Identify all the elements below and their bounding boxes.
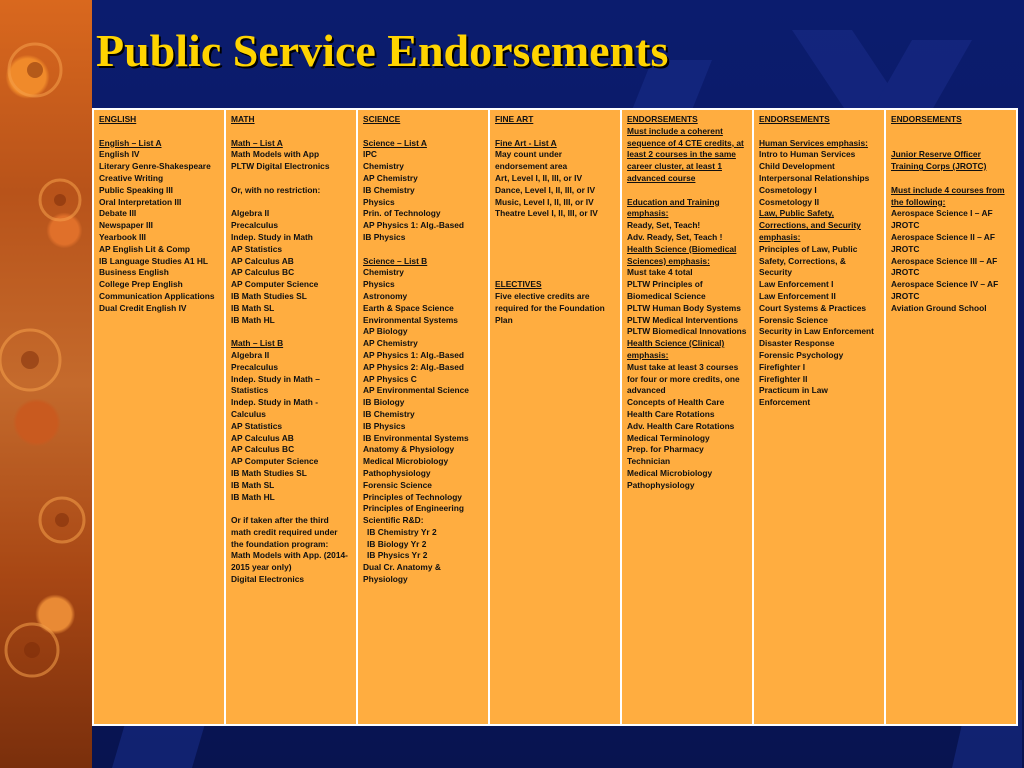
table-cell-endorsements-health: [622, 110, 752, 724]
cell-line: [363, 126, 483, 138]
cell-line: IB Math HL: [231, 314, 275, 325]
cell-line: Adv. Health Care Rotations: [627, 420, 735, 431]
cell-line: PLTW Medical Interventions: [627, 314, 739, 325]
cell-line: IB Math SL: [231, 302, 275, 313]
cell-line: [231, 503, 351, 515]
cell-line: Precalculus: [231, 220, 279, 231]
cell-line: Forensic Psychology: [759, 349, 844, 360]
cell-line: [495, 126, 615, 138]
cell-line: Anatomy & Physiology: [363, 444, 455, 455]
cell-line: IB Chemistry Yr 2: [367, 526, 437, 537]
cell-line: [891, 138, 1011, 150]
cell-line: Physics: [363, 279, 395, 290]
cell-line: AP Physics C: [363, 373, 417, 384]
table-cell-fine-art: [490, 110, 620, 724]
cell-line: Precalculus: [231, 361, 279, 372]
cell-line: Forensic Science: [363, 479, 432, 490]
cell-line: May count under endorsement area: [495, 149, 568, 172]
cell-line: Or, with no restriction:: [231, 184, 321, 195]
cell-line: AP Chemistry: [363, 338, 418, 349]
cell-line: Physics: [363, 196, 395, 207]
cell-line: ENDORSEMENTS: [891, 114, 962, 124]
cell-line: Education and Training emphasis:: [627, 196, 720, 219]
cell-line: PLTW Human Body Systems: [627, 302, 741, 313]
cell-line: Must include a coherent sequence of 4 CTE credits, at least 2 courses in the same career cluster, at least 1 advanced course: [627, 125, 744, 183]
cell-line: Cosmetology II: [759, 196, 820, 207]
cell-line: AP Biology: [363, 326, 408, 337]
cell-line: IB Biology Yr 2: [367, 538, 427, 549]
cell-line: Medical Terminology: [627, 432, 710, 443]
cell-line: AP Calculus AB: [231, 432, 294, 443]
cell-line: Fine Art - List A: [495, 137, 557, 148]
cell-line: Must include 4 courses from the following:: [891, 184, 1005, 207]
cell-line: AP Chemistry: [363, 172, 418, 183]
cell-line: Must take at least 3 courses for four or more credits, one advanced: [627, 361, 740, 396]
cell-line: PLTW Digital Electronics: [231, 161, 330, 172]
cell-line: Astronomy: [363, 290, 408, 301]
cell-line: Ready, Set, Teach!: [627, 220, 701, 231]
cell-line: AP Physics 1: Alg.-Based: [363, 220, 465, 231]
cell-line: [495, 256, 615, 268]
cell-line: IB Environmental Systems: [363, 432, 469, 443]
cell-line: Chemistry: [363, 161, 404, 172]
cell-line: Principles of Technology: [363, 491, 462, 502]
cell-line: Public Speaking III: [99, 184, 173, 195]
cell-line: College Prep English: [99, 279, 183, 290]
table-cell-endorsements-human-services: [754, 110, 884, 724]
cell-line: [891, 173, 1011, 185]
cell-line: Debate III: [99, 208, 137, 219]
cell-line: Must take 4 total: [627, 267, 693, 278]
cell-line: [495, 267, 615, 279]
cell-line: [759, 126, 879, 138]
cell-line: Math – List A: [231, 137, 283, 148]
cell-line: AP Computer Science: [231, 279, 319, 290]
cell-line: Indep. Study in Math – Statistics: [231, 373, 320, 396]
cell-line: Health Science (Biomedical Sciences) emphasis:: [627, 243, 737, 266]
table-cell-math: [226, 110, 356, 724]
table-cell-science: [358, 110, 488, 724]
cell-line: Health Science (Clinical) emphasis:: [627, 338, 725, 360]
cell-line: Scientific R&D:: [363, 515, 424, 526]
cell-line: AP Statistics: [231, 243, 283, 254]
cell-line: Health Care Rotations: [627, 408, 715, 419]
cell-line: Cosmetology I: [759, 184, 817, 195]
cell-line: Pathophysiology: [363, 467, 431, 478]
cell-line: Pathophysiology: [627, 479, 695, 490]
cell-line: IB Physics: [363, 420, 406, 431]
cell-line: Interpersonal Relationships: [759, 172, 870, 183]
cell-line: Practicum in Law Enforcement: [759, 385, 828, 408]
cell-line: [495, 232, 615, 244]
cell-line: Forensic Science: [759, 314, 828, 325]
cell-line: [99, 126, 219, 138]
cell-line: Human Services emphasis:: [759, 137, 868, 148]
cell-line: Law Enforcement II: [759, 290, 836, 301]
cell-line: Newspaper III: [99, 220, 153, 231]
cell-line: AP Physics 1: Alg.-Based: [363, 349, 465, 360]
cell-line: ENDORSEMENTS: [759, 114, 830, 124]
cell-line: Yearbook III: [99, 231, 147, 242]
cell-line: IB Math Studies SL: [231, 467, 307, 478]
cell-line: Environmental Systems: [363, 314, 458, 325]
cell-line: AP Calculus BC: [231, 444, 295, 455]
cell-line: Chemistry: [363, 267, 404, 278]
cell-line: IB Chemistry: [363, 408, 415, 419]
cell-line: Aerospace Science I – AF JROTC: [891, 208, 993, 231]
cell-line: Aerospace Science IV – AF JROTC: [891, 279, 999, 301]
cell-line: Intro to Human Services: [759, 149, 856, 160]
cell-line: AP Statistics: [231, 420, 283, 431]
cell-line: Dual Cr. Anatomy & Physiology: [363, 562, 441, 585]
cell-line: [891, 126, 1011, 138]
cell-line: SCIENCE: [363, 114, 401, 124]
cell-line: Music, Level I, II, III, or IV: [495, 196, 594, 207]
cell-line: Algebra II: [231, 349, 270, 360]
cell-line: Medical Microbiology: [627, 467, 713, 478]
cell-line: IB Math Studies SL: [231, 290, 307, 301]
cell-line: PLTW Principles of Biomedical Science: [627, 279, 706, 301]
cell-line: Indep. Study in Math: [231, 231, 313, 242]
cell-line: Law, Public Safety, Corrections, and Security emphasis:: [759, 208, 861, 242]
table-cell-endorsements-jrotc: [886, 110, 1016, 724]
cell-line: Disaster Response: [759, 338, 835, 349]
cell-line: Law Enforcement I: [759, 279, 834, 290]
slide-title: Public Service Endorsements: [96, 25, 669, 76]
cell-line: Prin. of Technology: [363, 208, 441, 219]
cell-line: Aerospace Science II – AF JROTC: [891, 231, 995, 254]
cell-line: ENDORSEMENTS: [627, 114, 698, 124]
cell-line: IB Language Studies A1 HL: [99, 255, 209, 266]
cell-line: Math – List B: [231, 338, 284, 349]
cell-line: IB Math HL: [231, 491, 275, 502]
cell-line: Oral Interpretation III: [99, 196, 182, 207]
cell-line: [363, 244, 483, 256]
cell-line: Science – List B: [363, 255, 428, 266]
cell-line: MATH: [231, 114, 255, 124]
cell-line: AP Environmental Science: [363, 385, 469, 396]
cell-line: Concepts of Health Care: [627, 397, 725, 408]
cell-line: Junior Reserve Officer Training Corps (JROTC): [891, 149, 987, 172]
cell-line: IPC: [363, 149, 377, 160]
cell-line: IB Math SL: [231, 479, 275, 490]
cell-line: AP Calculus BC: [231, 267, 295, 278]
cell-line: IB Biology: [363, 397, 405, 408]
cell-line: AP Physics 2: Alg.-Based: [363, 361, 465, 372]
cell-line: AP Calculus AB: [231, 255, 294, 266]
cell-line: Science – List A: [363, 137, 427, 148]
cell-line: IB Chemistry: [363, 184, 415, 195]
cell-line: [627, 185, 747, 197]
cell-line: Aviation Ground School: [891, 302, 987, 313]
cell-line: [231, 126, 351, 138]
cell-line: Math Models with App. (2014-2015 year only): [231, 550, 348, 573]
table-cell-english: [94, 110, 224, 724]
cell-line: Math Models with App: [231, 149, 320, 160]
gear-icon: [0, 0, 92, 768]
cell-line: Aerospace Science III – AF JROTC: [891, 255, 998, 278]
cell-line: Principles of Law, Public Safety, Corrections, & Security: [759, 243, 858, 278]
cell-line: English IV: [99, 149, 140, 160]
cell-line: [231, 173, 351, 185]
cell-line: Medical Microbiology: [363, 456, 449, 467]
cell-line: Business English: [99, 267, 169, 278]
cell-line: [495, 220, 615, 232]
cell-line: English – List A: [99, 137, 162, 148]
cell-line: Court Systems & Practices: [759, 302, 867, 313]
cell-line: Creative Writing: [99, 172, 164, 183]
cell-line: FINE ART: [495, 114, 534, 124]
cell-line: Firefighter I: [759, 361, 806, 372]
cell-line: Five elective credits are required for the Foundation Plan: [495, 290, 605, 325]
cell-line: Or if taken after the third math credit required under the foundation program:: [231, 515, 338, 549]
cell-line: Adv. Ready, Set, Teach !: [627, 231, 723, 242]
cell-line: Prep. for Pharmacy Technician: [627, 444, 704, 467]
cell-line: [495, 244, 615, 256]
cell-line: Indep. Study in Math - Calculus: [231, 397, 319, 419]
cell-line: Dual Credit English IV: [99, 302, 187, 313]
cell-line: Art, Level I, II, III, or IV: [495, 172, 583, 183]
cell-line: Principles of Engineering: [363, 503, 464, 514]
cell-line: ENGLISH: [99, 114, 137, 124]
table-row: [94, 110, 1016, 724]
cell-line: [231, 326, 351, 338]
cell-line: Earth & Space Science: [363, 302, 454, 313]
cell-line: [231, 197, 351, 209]
cell-line: Security in Law Enforcement: [759, 326, 874, 337]
cell-line: ELECTIVES: [495, 279, 542, 290]
cell-line: PLTW Biomedical Innovations: [627, 326, 747, 337]
cell-line: Communication Applications: [99, 290, 215, 301]
cell-line: Literary Genre-Shakespeare: [99, 161, 211, 172]
cell-line: Digital Electronics: [231, 574, 305, 585]
cell-line: Child Development: [759, 161, 835, 172]
cell-line: Firefighter II: [759, 373, 808, 384]
endorsement-table: [92, 108, 1018, 726]
cell-line: Theatre Level I, II, III, or IV: [495, 208, 598, 219]
cell-line: IB Physics: [363, 231, 406, 242]
cell-line: IB Physics Yr 2: [367, 550, 428, 561]
cell-line: Dance, Level I, II, III, or IV: [495, 184, 596, 195]
cell-line: AP English Lit & Comp: [99, 243, 191, 254]
cell-line: Algebra II: [231, 208, 270, 219]
cell-line: AP Computer Science: [231, 456, 319, 467]
